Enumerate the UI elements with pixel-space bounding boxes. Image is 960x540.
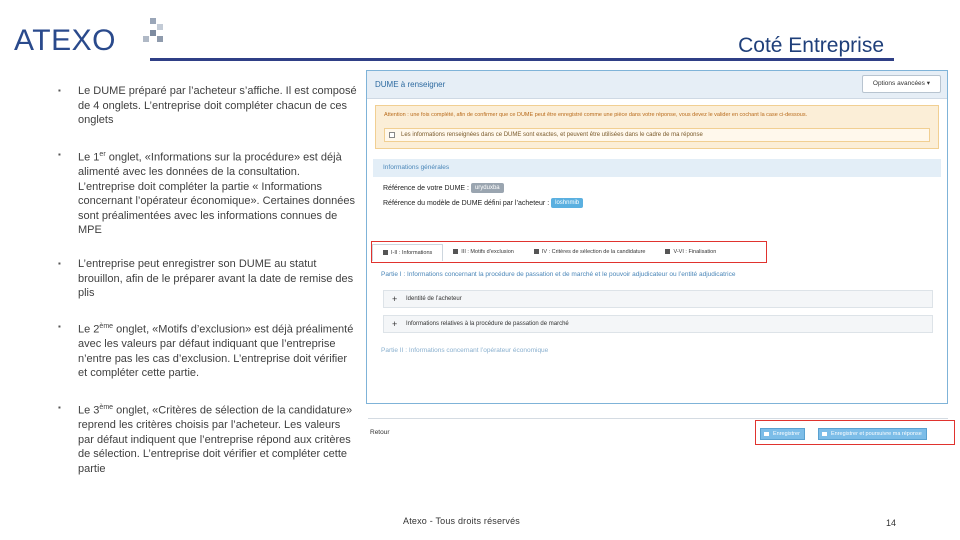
panel-blank-area [367, 357, 947, 404]
tab-informations[interactable] [372, 244, 443, 261]
bullet-item [58, 401, 358, 477]
bullet-icon: ▪ [58, 259, 61, 268]
logo-square-icon [157, 36, 163, 42]
ref-model-row [383, 196, 947, 211]
validation-checkbox[interactable] [389, 132, 395, 138]
bullet-item [58, 320, 358, 381]
bullet-icon: ▪ [58, 402, 61, 412]
bullet-item [58, 84, 358, 128]
accordion-identite-acheteur[interactable] [383, 290, 933, 308]
plus-icon: + [392, 319, 398, 329]
bullet-text: Le 2 [78, 323, 100, 336]
slide-title: Coté Entreprise [738, 34, 884, 57]
save-continue-button-label: Enregistrer et poursuivre ma réponse [831, 431, 922, 437]
panel-title: DUME à renseigner [375, 80, 446, 89]
bullet-text: L’entreprise peut enregistrer son DUME au statut brouillon, afin de le préparer avant la date de remise des plis [78, 258, 354, 300]
save-button-label: Enregistrer [773, 431, 800, 437]
tab-label: V-VI : Finalisation [673, 249, 717, 255]
save-icon [764, 432, 769, 436]
page-number: 14 [885, 518, 896, 528]
logo-square-icon [150, 18, 156, 24]
ref-model-label: Référence du modèle de DUME défini par l’acheteur : [383, 200, 550, 207]
accordion-procedure-passation[interactable] [383, 315, 933, 333]
bullet-list [58, 84, 358, 488]
ref-dume-row [383, 181, 947, 196]
file-icon [383, 250, 388, 255]
validation-checkbox-row[interactable] [384, 128, 930, 142]
save-continue-button[interactable] [818, 428, 927, 440]
partie-1-title: Partie I : Informations concernant la procédure de passation et de marché et le pouvoir adjudicateur ou l’entité adjudicatrice [381, 271, 736, 278]
bullet-icon: ▪ [58, 86, 61, 95]
ref-dume-value: uryduxba [471, 183, 504, 193]
dume-screenshot [366, 70, 948, 404]
bullet-text: Le 1 [78, 151, 100, 164]
tab-criteres-selection[interactable] [524, 249, 656, 255]
bullet-sup: er [99, 150, 106, 158]
accordion-label: Identité de l’acheteur [406, 296, 462, 302]
tab-label: I-II : Informations [391, 249, 433, 256]
bullet-text: onglet, «Critères de sélection de la candidature» reprend les critères choisis par l’acheteur. Les valeurs par défaut indiquent que l’entreprise répond aux critères de sélection. L’entreprise doit vérifier et compléter cette partie [78, 404, 353, 475]
bullet-icon: ▪ [58, 149, 61, 159]
general-info-header: Informations générales [373, 159, 941, 177]
bullet-item [58, 257, 358, 301]
validation-checkbox-label: Les informations renseignées dans ce DUME sont exactes, et peuvent être utilisées dans le cadre de ma réponse [401, 132, 703, 138]
bullet-sup: ème [99, 322, 114, 330]
footer-copyright: Atexo - Tous droits réservés [403, 516, 520, 526]
bullet-text: Le 3 [78, 404, 100, 417]
bullet-text: Le DUME préparé par l’acheteur s’affiche. Il est composé de 4 onglets. L’entreprise doit compléter chacun de ces onglets [78, 85, 357, 127]
tab-label: IV : Critères de sélection de la candidature [541, 249, 646, 255]
logo-square-icon [157, 24, 163, 30]
tab-label: III : Motifs d’exclusion [461, 249, 514, 255]
bullet-sup: ème [99, 403, 114, 411]
save-icon [822, 432, 827, 436]
warning-icon [453, 249, 458, 254]
check-icon [534, 249, 539, 254]
bullet-icon: ▪ [58, 321, 61, 331]
alert-text: Attention : une fois complété, afin de confirmer que ce DUME peut être enregistré comme une pièce dans votre réponse, vous devez le valider en cochant la case ci-dessous. [384, 112, 808, 118]
partie-2-title: Partie II : Informations concernant l’opérateur économique [381, 347, 549, 354]
validation-alert [375, 105, 939, 149]
bullet-item [58, 148, 358, 238]
panel-header [367, 71, 947, 99]
flag-icon [665, 249, 670, 254]
dume-tabs [371, 241, 767, 263]
atexo-logo [14, 14, 174, 57]
action-buttons-highlight [755, 420, 955, 445]
accordion-label: Informations relatives à la procédure de passation de marché [406, 321, 569, 327]
title-divider [150, 58, 894, 61]
retour-link[interactable]: Retour [370, 429, 390, 436]
bullet-text: onglet, «Motifs d’exclusion» est déjà préalimenté avec les valeurs par défaut indiquant que l’entreprise n’entre pas les cas d’exclusion. L’entreprise doit vérifier et compléter cette partie. [78, 323, 354, 380]
plus-icon: + [392, 294, 398, 304]
bullet-text: onglet, «Informations sur la procédure» est déjà alimenté avec les données de la consultation. L’entreprise doit compléter la partie « Informations concernant l’opérateur économique». Certaines données sont préalimentées avec les informations connues de MPE [78, 151, 356, 237]
logo-text: ATEXO [14, 24, 116, 57]
logo-square-icon [143, 36, 149, 42]
save-button[interactable] [760, 428, 805, 440]
tab-finalisation[interactable] [655, 249, 726, 255]
ref-model-value: loshnmib [551, 198, 583, 208]
logo-square-icon [150, 30, 156, 36]
action-divider [368, 418, 948, 419]
advanced-options-button[interactable]: Options avancées ▾ [862, 75, 941, 93]
tab-motifs-exclusion[interactable] [443, 249, 524, 255]
ref-dume-label: Référence de votre DUME : [383, 185, 469, 192]
